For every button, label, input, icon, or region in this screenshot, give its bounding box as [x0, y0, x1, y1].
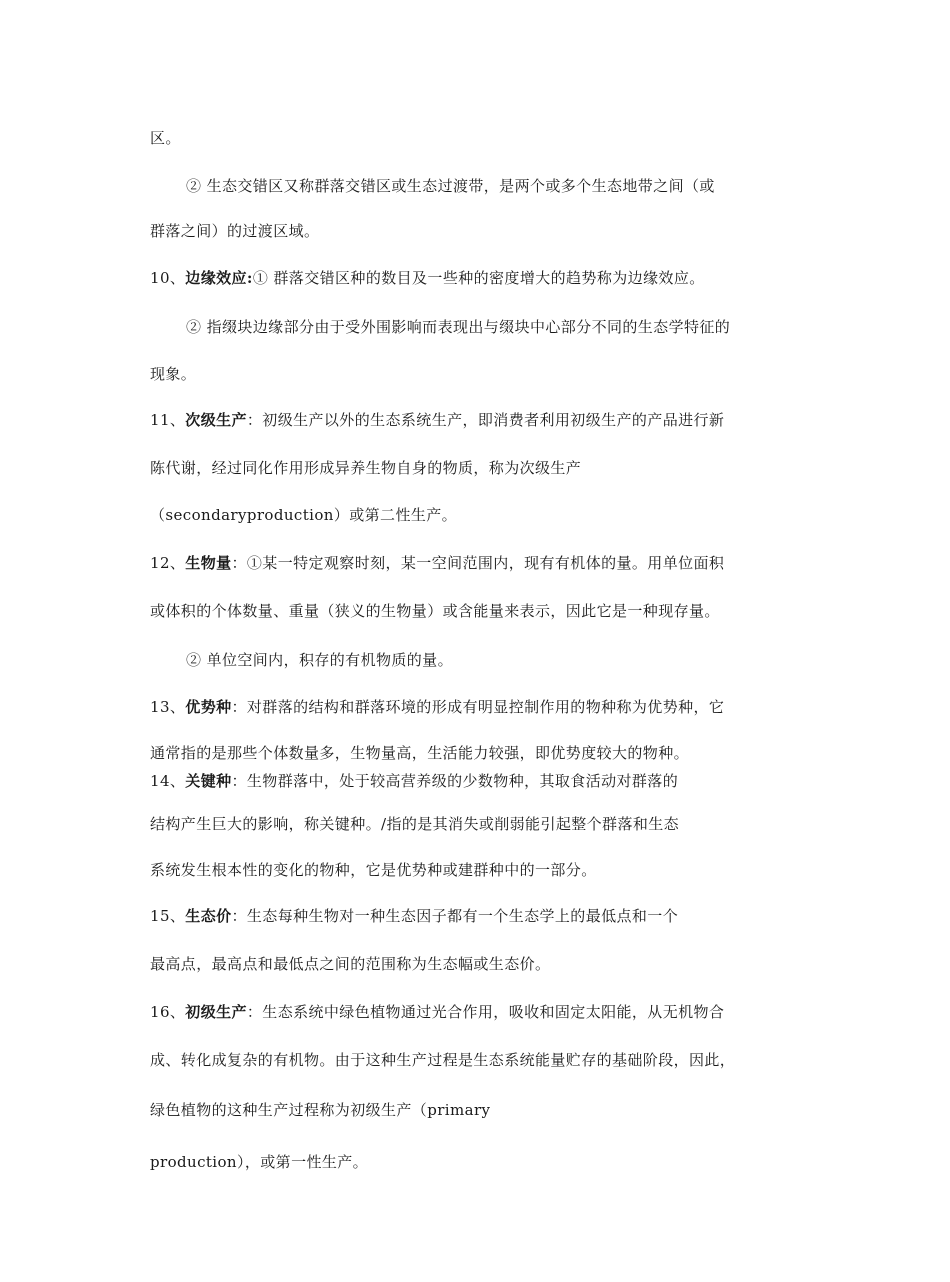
- term-heading: 优势种: [185, 698, 232, 716]
- item-number: 10、: [150, 269, 186, 287]
- text-line: 或体积的个体数量、重量（狭义的生物量）或含能量来表示，因此它是一种现存量。: [150, 602, 720, 620]
- text-line: 绿色植物的这种生产过程称为初级生产（primary: [150, 1101, 491, 1119]
- term-heading: 次级生产: [185, 411, 247, 429]
- item-number: 14、: [150, 772, 186, 790]
- item-number: 16、: [150, 1003, 186, 1021]
- definition-line-keystone-species: [150, 771, 678, 791]
- text-line: ② 指缀块边缘部分由于受外围影响而表现出与缀块中心部分不同的生态学特征的: [186, 318, 731, 336]
- item-number: 12、: [150, 554, 186, 572]
- term-heading: 边缘效应:: [185, 269, 253, 287]
- text-line: 最高点，最高点和最低点之间的范围称为生态幅或生态价。: [150, 955, 551, 973]
- definition-text: ：生态每种生物对一种生态因子都有一个生态学上的最低点和一个: [231, 907, 679, 925]
- term-heading: 关键种: [185, 772, 232, 790]
- text-line: 区。: [150, 129, 181, 147]
- text-line: （secondaryproduction）或第二性生产。: [150, 506, 458, 524]
- definition-text: ：初级生产以外的生态系统生产，即消费者利用初级生产的产品进行新: [246, 411, 725, 429]
- term-heading: 初级生产: [185, 1003, 247, 1021]
- text-line: 陈代谢，经过同化作用形成异养生物自身的物质，称为次级生产: [150, 459, 582, 477]
- definition-text: ：对群落的结构和群落环境的形成有明显控制作用的物种称为优势种，它: [231, 698, 725, 716]
- term-heading: 生态价: [185, 907, 232, 925]
- text-line: 通常指的是那些个体数量多，生物量高，生活能力较强，即优势度较大的物种。: [150, 744, 690, 762]
- definition-line-primary-production: [150, 1002, 724, 1022]
- text-line: ② 生态交错区又称群落交错区或生态过渡带，是两个或多个生态地带之间（或: [186, 177, 715, 195]
- text-line: production），或第一性生产。: [150, 1153, 369, 1171]
- text-line: 系统发生根本性的变化的物种，它是优势种或建群种中的一部分。: [150, 861, 597, 879]
- text-line: 结构产生巨大的影响，称关键种。/指的是其消失或削弱能引起整个群落和生态: [150, 815, 680, 833]
- text-line: ② 单位空间内，积存的有机物质的量。: [186, 651, 453, 669]
- definition-text: ：①某一特定观察时刻，某一空间范围内，现有有机体的量。用单位面积: [231, 554, 725, 572]
- definition-line-ecological-valence: [150, 906, 678, 926]
- definition-text: ① 群落交错区种的数目及一些种的密度增大的趋势称为边缘效应。: [252, 269, 705, 287]
- definition-text: ：生物群落中，处于较高营养级的少数物种，其取食活动对群落的: [231, 772, 679, 790]
- definition-line-biomass: [150, 553, 724, 573]
- definition-line-edge-effect: [150, 268, 705, 288]
- text-line: 成、转化成复杂的有机物。由于这种生产过程是生态系统能量贮存的基础阶段，因此，: [150, 1051, 736, 1069]
- item-number: 13、: [150, 698, 186, 716]
- item-number: 11、: [150, 411, 186, 429]
- item-number: 15、: [150, 907, 186, 925]
- definition-text: ：生态系统中绿色植物通过光合作用，吸收和固定太阳能，从无机物合: [246, 1003, 725, 1021]
- definition-line-secondary-production: [150, 410, 724, 430]
- term-heading: 生物量: [185, 554, 232, 572]
- text-line: 群落之间）的过渡区域。: [150, 222, 320, 240]
- text-line: 现象。: [150, 365, 197, 383]
- definition-line-dominant-species: [150, 697, 724, 717]
